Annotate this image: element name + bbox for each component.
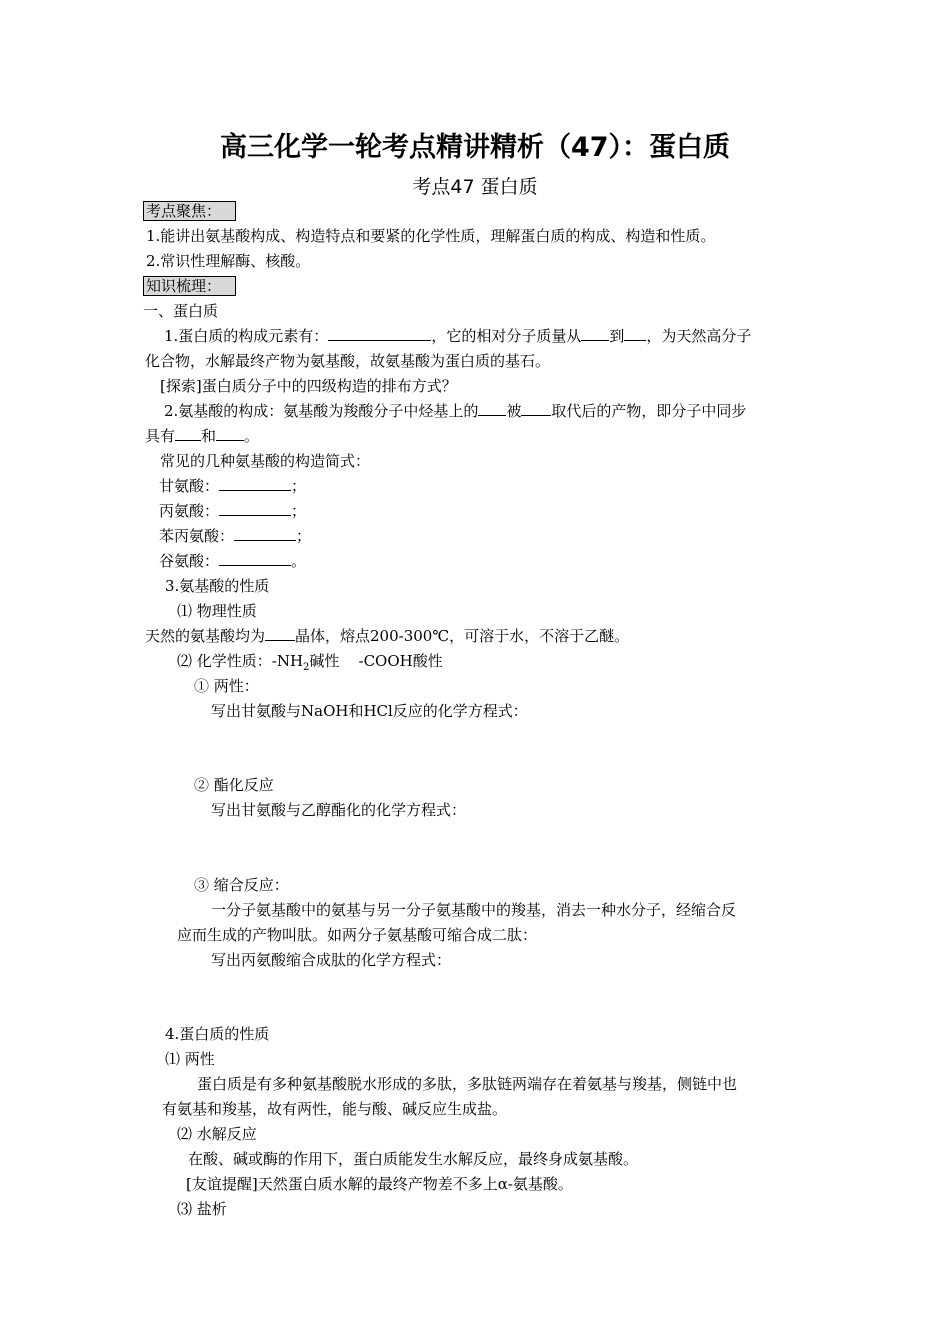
blank-group-1[interactable] [175, 426, 201, 441]
focus-heading [143, 201, 236, 221]
protein-hydrolysis-text: 在酸、碱或酶的作用下，蛋白质能发生水解反应，最终身成氨基酸。 [188, 1150, 639, 1168]
amphoteric-heading: ① 两性： [194, 677, 259, 695]
blank-phenylalanine[interactable] [234, 526, 296, 541]
condensation-text-1: 一分子氨基酸中的氨基与另一分子氨基酸中的羧基，消去一种水分子，经缩合反 [211, 901, 737, 919]
protein-amphoteric: ⑴ 两性 [165, 1050, 215, 1068]
blank-crystal[interactable] [265, 626, 295, 641]
condensation-heading: ③ 缩合反应： [194, 876, 289, 894]
aa-alanine: 丙氨酸： ； [159, 502, 307, 520]
page-title: 高三化学一轮考点精讲精析（47）：蛋白质 [219, 132, 731, 163]
para-aminoacid: 2.氨基酸的构成：氨基酸为羧酸分子中烃基上的 被 取代后的产物，即分子中同步 [164, 402, 747, 420]
blank-glycine[interactable] [219, 476, 291, 491]
section-protein: 一、蛋白质 [143, 302, 219, 320]
condensation-text-2: 应而生成的产物叫肽。如两分子氨基酸可缩合成二肽： [177, 926, 538, 944]
focus-item-2: 2.常识性理解酶、核酸。 [146, 252, 311, 270]
aa-glutamic: 谷氨酸： 。 [159, 552, 307, 570]
blank-glutamic[interactable] [219, 551, 291, 566]
condensation-question: 写出丙氨酸缩合成肽的化学方程式： [211, 951, 452, 969]
protein-properties: 4.蛋白质的性质 [165, 1025, 270, 1043]
para-composition-line2: 化合物，水解最终产物为氨基酸，故氨基酸为蛋白质的基石。 [145, 352, 551, 370]
para-aminoacid-line2: 具有 和 。 [145, 427, 260, 445]
blank-replaced-by[interactable] [521, 401, 551, 416]
protein-salting-out: ⑶ 盐析 [177, 1200, 227, 1218]
aa-phenylalanine: 苯丙氨酸： ； [159, 527, 312, 545]
protein-hydrolysis: ⑵ 水解反应 [177, 1125, 257, 1143]
aminoacid-properties: 3.氨基酸的性质 [165, 577, 270, 595]
review-label: 知识梳理： [143, 276, 236, 296]
focus-label: 考点聚焦： [143, 201, 236, 221]
blank-mass-to[interactable] [624, 326, 646, 341]
blank-alanine[interactable] [219, 501, 291, 516]
esterification-question: 写出甘氨酸与乙醇酯化的化学方程式： [211, 801, 467, 819]
protein-amphoteric-text-1: 蛋白质是有多种氨基酸脱水形成的多肽，多肽链两端存在着氨基与羧基，侧链中也 [197, 1075, 738, 1093]
physical-properties-text: 天然的氨基酸均为 晶体，熔点200-300℃，可溶于水，不溶于乙醚。 [145, 627, 630, 645]
amphoteric-question: 写出甘氨酸与NaOH和HCl反应的化学方程式： [211, 702, 528, 720]
blank-group-2[interactable] [216, 426, 244, 441]
explore-note: [探索]蛋白质分子中的四级构造的排布方式？ [160, 377, 457, 395]
friendly-tip: [友谊提醒]天然蛋白质水解的最终产物差不多上α-氨基酸。 [186, 1175, 573, 1193]
protein-amphoteric-text-2: 有氨基和羧基，故有两性，能与酸、碱反应生成盐。 [162, 1100, 508, 1118]
esterification-heading: ② 酯化反应 [194, 776, 274, 794]
blank-elements[interactable] [328, 326, 431, 341]
chemical-properties: ⑵ 化学性质：$-NH_2$碱性 -COOH酸性 [177, 652, 443, 673]
blank-replaced-h[interactable] [478, 401, 506, 416]
focus-item-1: 1.能讲出氨基酸构成、构造特点和要紧的化学性质，理解蛋白质的构成、构造和性质。 [146, 227, 716, 245]
para-composition: 1.蛋白质的构成元素有： ，它的相对分子质量从 到 ，为天然高分子 [164, 327, 752, 345]
blank-mass-from[interactable] [581, 326, 609, 341]
physical-properties: ⑴ 物理性质 [177, 602, 257, 620]
common-aminoacids: 常见的几种氨基酸的构造简式： [160, 452, 371, 470]
aa-glycine: 甘氨酸： ； [159, 477, 307, 495]
review-heading [143, 276, 236, 296]
page-subtitle: 考点47 蛋白质 [412, 176, 538, 198]
